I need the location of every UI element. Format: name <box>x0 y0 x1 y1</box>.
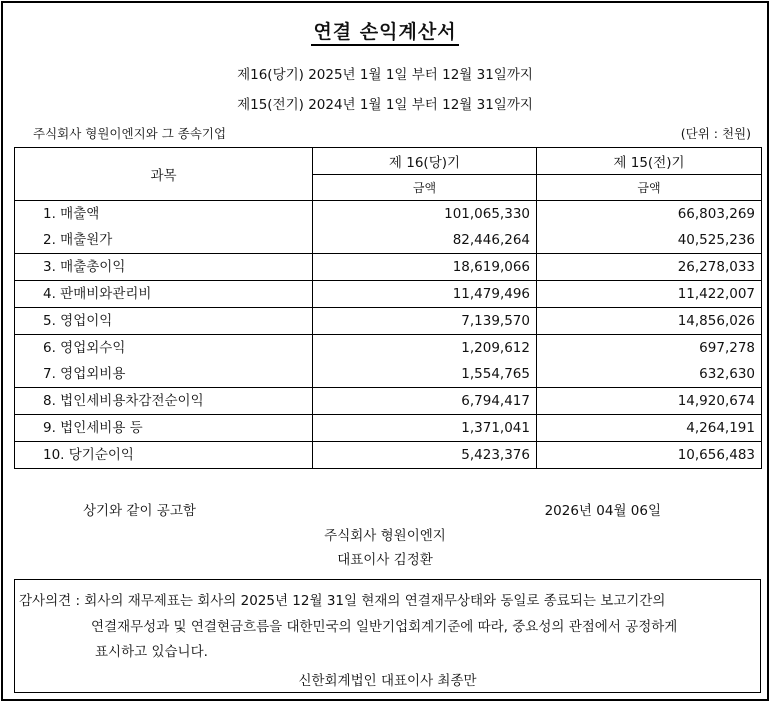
table-row <box>15 442 762 469</box>
company-label: 주식회사 형원이엔지와 그 종속기업 <box>33 126 227 141</box>
header-prior-amount: 금액 <box>537 175 762 201</box>
row-current: 1,554,765 <box>313 361 537 388</box>
audit-opinion-line-2: 연결재무성과 및 연결현금흐름을 대한민국의 일반기업회계기준에 따라, 중요성의 관점에서 공정하게 <box>91 619 678 635</box>
header-current-period: 제 16(당)기 <box>313 148 537 175</box>
header-current-amount: 금액 <box>313 175 537 201</box>
row-prior: 697,278 <box>537 335 762 362</box>
document-title: 연결 손익계산서 <box>3 17 767 44</box>
row-current: 5,423,376 <box>313 442 537 469</box>
row-name: 4. 판매비와관리비 <box>15 281 313 308</box>
row-prior: 11,422,007 <box>537 281 762 308</box>
audit-firm: 신한회계법인 대표이사 최종만 <box>298 673 477 689</box>
table-row <box>15 254 762 281</box>
row-current: 11,479,496 <box>313 281 537 308</box>
row-current: 18,619,066 <box>313 254 537 281</box>
row-prior: 4,264,191 <box>537 415 762 442</box>
row-prior: 10,656,483 <box>537 442 762 469</box>
table-row <box>15 281 762 308</box>
header-item: 과목 <box>15 148 313 201</box>
audit-opinion-line-1: 감사의견 : 회사의 재무제표는 회사의 2025년 12월 31일 현재의 연결재무상태와 동일로 종료되는 보고기간의 <box>19 593 666 609</box>
row-name: 8. 법인세비용차감전순이익 <box>15 388 313 415</box>
ceo-name: 대표이사 김정환 <box>337 552 433 568</box>
row-name: 1. 매출액 <box>15 201 313 228</box>
row-name: 5. 영업이익 <box>15 308 313 335</box>
row-current: 6,794,417 <box>313 388 537 415</box>
table-row <box>15 388 762 415</box>
table-row <box>15 361 762 388</box>
announcement-date: 2026년 04월 06일 <box>544 503 661 519</box>
corporation-name: 주식회사 형원이엔지 <box>324 528 446 544</box>
row-current: 1,209,612 <box>313 335 537 362</box>
row-prior: 14,920,674 <box>537 388 762 415</box>
row-name: 6. 영업외수익 <box>15 335 313 362</box>
row-prior: 66,803,269 <box>537 201 762 228</box>
row-current: 7,139,570 <box>313 308 537 335</box>
row-name: 7. 영업외비용 <box>15 361 313 388</box>
row-current: 1,371,041 <box>313 415 537 442</box>
income-statement-table <box>14 147 762 469</box>
header-prior-period: 제 15(전)기 <box>537 148 762 175</box>
table-row <box>15 335 762 362</box>
audit-opinion-box <box>14 579 761 693</box>
row-current: 82,446,264 <box>313 227 537 254</box>
period-current: 제16(당기) 2025년 1월 1일 부터 12월 31일까지 <box>237 67 533 83</box>
table-row <box>15 415 762 442</box>
period-prior: 제15(전기) 2024년 1월 1일 부터 12월 31일까지 <box>237 97 533 113</box>
row-prior: 632,630 <box>537 361 762 388</box>
row-name: 9. 법인세비용 등 <box>15 415 313 442</box>
row-prior: 40,525,236 <box>537 227 762 254</box>
statement-frame <box>1 1 769 701</box>
table-row <box>15 308 762 335</box>
unit-label: (단위 : 천원) <box>680 126 751 141</box>
row-prior: 26,278,033 <box>537 254 762 281</box>
row-name: 10. 당기순이익 <box>15 442 313 469</box>
table-row <box>15 201 762 228</box>
row-current: 101,065,330 <box>313 201 537 228</box>
notice-text: 상기와 같이 공고함 <box>83 503 196 519</box>
table-row <box>15 227 762 254</box>
audit-opinion-line-3: 표시하고 있습니다. <box>95 644 208 660</box>
row-prior: 14,856,026 <box>537 308 762 335</box>
row-name: 3. 매출총이익 <box>15 254 313 281</box>
row-name: 2. 매출원가 <box>15 227 313 254</box>
